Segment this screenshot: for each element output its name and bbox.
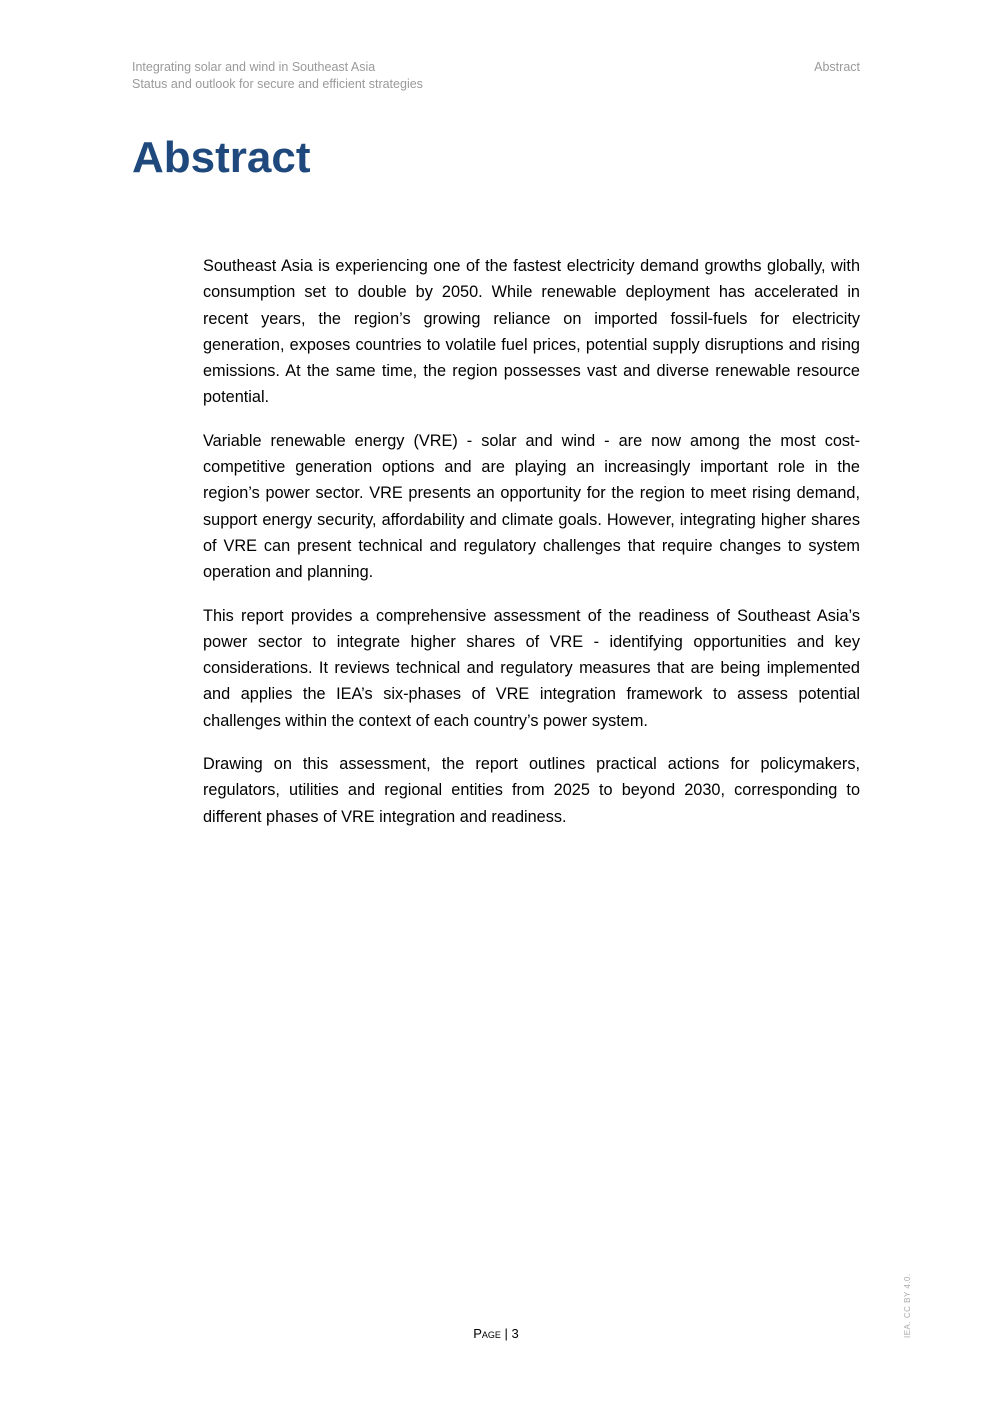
- paragraph: Variable renewable energy (VRE) - solar and wind - are now among the most cost-competitive generation options and are playing an increasingly important role in the region’s power sector. VRE presents an opportunity for the region to meet rising demand, support energy security, affordability and climate goals. However, integrating higher shares of VRE can present technical and regulatory challenges that require changes to system operation and planning.: [203, 431, 860, 582]
- paragraph: Southeast Asia is experiencing one of the fastest electricity demand growths globally, with consumption set to double by 2050. While renewable deployment has accelerated in recent years, the region’s growing reliance on imported fossil-fuels for electricity generation, exposes countries to volatile fuel prices, potential supply disruptions and rising emissions. At the same time, the region possesses vast and diverse renewable resource potential.: [203, 257, 860, 407]
- header-section: Abstract: [814, 60, 860, 74]
- paragraph: Drawing on this assessment, the report outlines practical actions for policymakers, regulators, utilities and regional entities from 2025 to beyond 2030, corresponding to different phases of VRE integration and readiness.: [203, 755, 860, 826]
- header-subtitle: Status and outlook for secure and efficient strategies: [132, 77, 423, 91]
- abstract-body: [203, 253, 860, 847]
- paragraph: This report provides a comprehensive assessment of the readiness of Southeast Asia’s power sector to integrate higher shares of VRE - identifying opportunities and key considerations. It reviews technical and regulatory measures that are being implemented and applies the IEA’s six-phases of VRE integration framework to assess potential challenges within the context of each country’s power system.: [203, 606, 860, 730]
- license-note: IEA. CC BY 4.0.: [903, 1273, 912, 1338]
- header-title: Integrating solar and wind in Southeast Asia: [132, 60, 376, 74]
- running-header: [132, 59, 423, 93]
- page-number: 3: [511, 1326, 519, 1341]
- page-label: Page: [473, 1326, 501, 1341]
- page-title: Abstract: [132, 133, 311, 182]
- page-footer: [0, 1326, 992, 1341]
- page-separator: |: [500, 1326, 512, 1341]
